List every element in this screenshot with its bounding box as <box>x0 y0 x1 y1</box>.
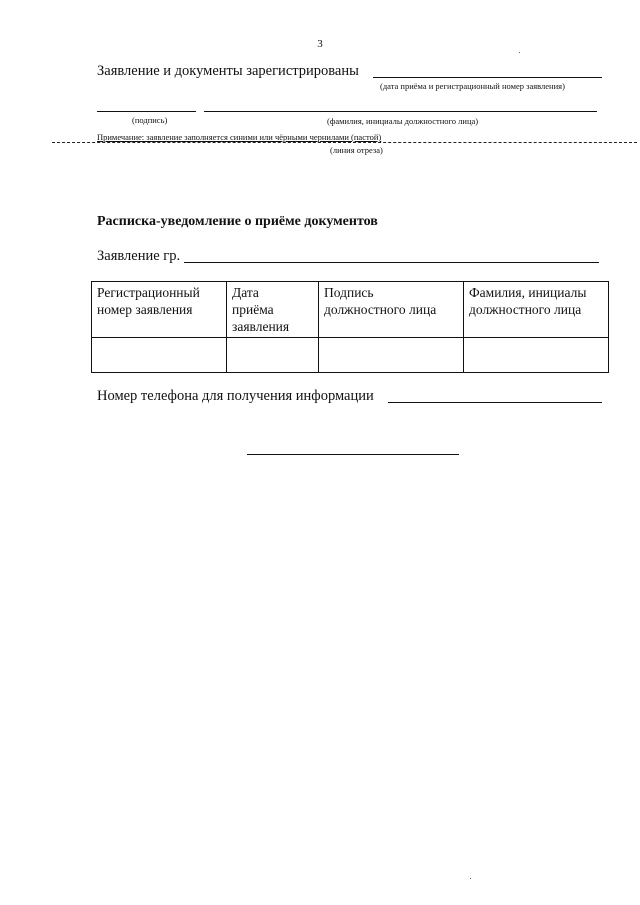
header-reg-number-line2: номер заявления <box>97 302 193 317</box>
phone-field-line[interactable] <box>388 402 602 403</box>
applicant-name-line[interactable] <box>184 262 599 263</box>
table-row <box>92 338 609 373</box>
scan-speck <box>470 878 471 879</box>
phone-label: Номер телефона для получения информации <box>97 388 374 404</box>
receipt-table <box>91 281 609 373</box>
receipt-title: Расписка-уведомление о приёме документов <box>97 214 378 229</box>
header-reg-number <box>92 282 227 338</box>
closing-rule <box>247 454 459 455</box>
official-name-field-line[interactable] <box>204 111 597 112</box>
header-date <box>227 282 319 338</box>
header-date-line2: приёма <box>232 302 274 317</box>
official-name-hint: (фамилия, инициалы должностного лица) <box>327 116 479 126</box>
header-official-name-line2: должностного лица <box>469 302 582 317</box>
cell-reg-number[interactable] <box>92 338 227 373</box>
registration-label: Заявление и документы зарегистрированы <box>97 63 359 79</box>
header-date-line1: Дата <box>232 285 259 300</box>
header-date-line3: заявления <box>232 319 290 334</box>
registration-field-line[interactable] <box>373 77 602 78</box>
header-signature <box>319 282 464 338</box>
header-official-name <box>464 282 609 338</box>
signature-hint: (подпись) <box>132 115 168 125</box>
cell-signature[interactable] <box>319 338 464 373</box>
cut-line-label: (линия отреза) <box>330 145 383 155</box>
cut-line <box>52 142 637 143</box>
cell-date[interactable] <box>227 338 319 373</box>
page-number: 3 <box>317 38 323 50</box>
header-reg-number-line1: Регистрационный <box>97 285 200 300</box>
application-label: Заявление гр. <box>97 248 181 264</box>
registration-hint: (дата приёма и регистрационный номер заявления) <box>380 81 565 91</box>
signature-field-line[interactable] <box>97 111 196 112</box>
table-header-row <box>92 282 609 338</box>
fill-note: Примечание: заявление заполняется синими или чёрными чернилами (пастой) <box>97 132 382 142</box>
header-signature-line2: должностного лица <box>324 302 437 317</box>
header-signature-line1: Подпись <box>324 285 374 300</box>
header-official-name-line1: Фамилия, инициалы <box>469 285 587 300</box>
cell-official-name[interactable] <box>464 338 609 373</box>
scan-speck <box>519 52 520 53</box>
